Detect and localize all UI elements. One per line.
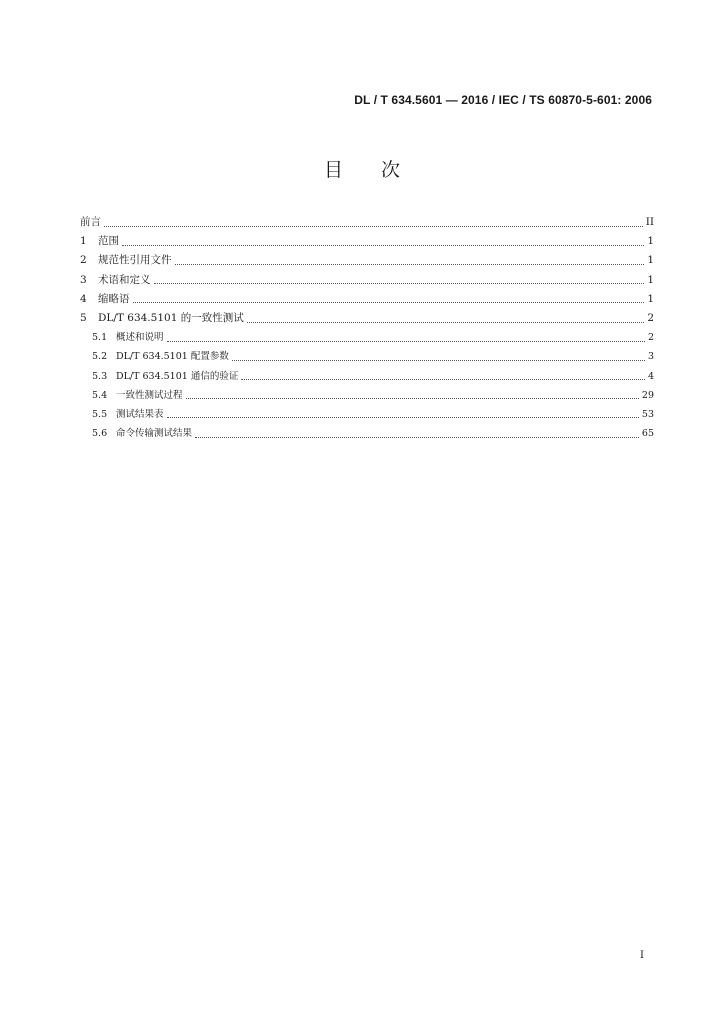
toc-entry[interactable]	[80, 386, 654, 405]
toc-entry-title: 一致性测试过程	[116, 389, 183, 401]
toc-entry-title: 范围	[98, 235, 119, 248]
toc-entry[interactable]	[80, 367, 654, 386]
toc-entry-page: 4	[647, 370, 654, 382]
toc-entry[interactable]	[80, 232, 654, 251]
toc-entry[interactable]	[80, 290, 654, 309]
toc-entry[interactable]	[80, 347, 654, 366]
toc-entry-page: II	[645, 216, 654, 228]
toc-entry-number: 5.6	[92, 428, 108, 440]
toc-leader-dots	[133, 301, 645, 303]
toc-leader-dots	[241, 378, 645, 380]
toc-entry[interactable]	[80, 405, 654, 424]
toc-entry-number: 5.5	[92, 408, 108, 420]
toc-leader-dots	[195, 436, 639, 438]
toc-entry-number: 5.1	[92, 332, 108, 344]
toc-entry-title: 规范性引用文件	[98, 254, 172, 267]
toc-entry-number: 2	[80, 254, 87, 267]
toc-entry-title: 测试结果表	[116, 408, 164, 420]
toc-leader-dots	[186, 397, 639, 399]
toc-entry-page: 1	[647, 292, 654, 305]
page-number: I	[640, 950, 644, 961]
toc-title: 目 次	[323, 159, 400, 181]
toc-entry[interactable]	[80, 424, 654, 443]
toc-entry[interactable]	[80, 213, 654, 232]
table-of-contents	[80, 213, 654, 443]
toc-entry-number: 5.2	[92, 351, 108, 363]
toc-entry-page: 2	[647, 311, 654, 324]
toc-leader-dots	[122, 244, 644, 246]
toc-entry-title: 缩略语	[98, 292, 130, 305]
toc-entry[interactable]	[80, 309, 654, 328]
toc-leader-dots	[104, 225, 643, 227]
toc-entry[interactable]	[80, 251, 654, 270]
toc-leader-dots	[167, 416, 639, 418]
toc-entry-title: 命令传输测试结果	[116, 428, 193, 440]
toc-leader-dots	[167, 340, 645, 342]
toc-leader-dots	[232, 359, 645, 361]
toc-entry-page: 1	[647, 273, 654, 286]
toc-entry-page: 1	[647, 235, 654, 248]
toc-entry-title: DL/T 634.5101 通信的验证	[116, 370, 239, 382]
toc-leader-dots	[154, 282, 645, 284]
toc-entry-page: 2	[647, 332, 654, 344]
toc-entry-title: DL/T 634.5101 的一致性测试	[98, 311, 244, 324]
toc-entry-number: 5.4	[92, 389, 108, 401]
toc-entry-page: 3	[647, 351, 654, 363]
toc-entry[interactable]	[80, 271, 654, 290]
toc-entry[interactable]	[80, 328, 654, 347]
toc-entry-title: 术语和定义	[98, 273, 151, 286]
toc-entry-number: 3	[80, 273, 87, 286]
toc-leader-dots	[247, 321, 645, 323]
toc-entry-title: 前言	[80, 216, 101, 228]
toc-entry-number: 5.3	[92, 370, 108, 382]
toc-entry-title: 概述和说明	[116, 332, 164, 344]
toc-entry-number: 5	[80, 311, 87, 324]
toc-entry-number: 1	[80, 235, 87, 248]
toc-entry-page: 29	[641, 389, 654, 401]
toc-entry-title: DL/T 634.5101 配置参数	[116, 351, 229, 363]
standard-code-header: DL / T 634.5601 — 2016 / IEC / TS 60870-5-601: 2006	[354, 93, 652, 107]
toc-entry-number: 4	[80, 292, 87, 305]
toc-entry-page: 53	[641, 408, 654, 420]
toc-entry-page: 65	[641, 428, 654, 440]
toc-leader-dots	[175, 263, 645, 265]
toc-entry-page: 1	[647, 254, 654, 267]
